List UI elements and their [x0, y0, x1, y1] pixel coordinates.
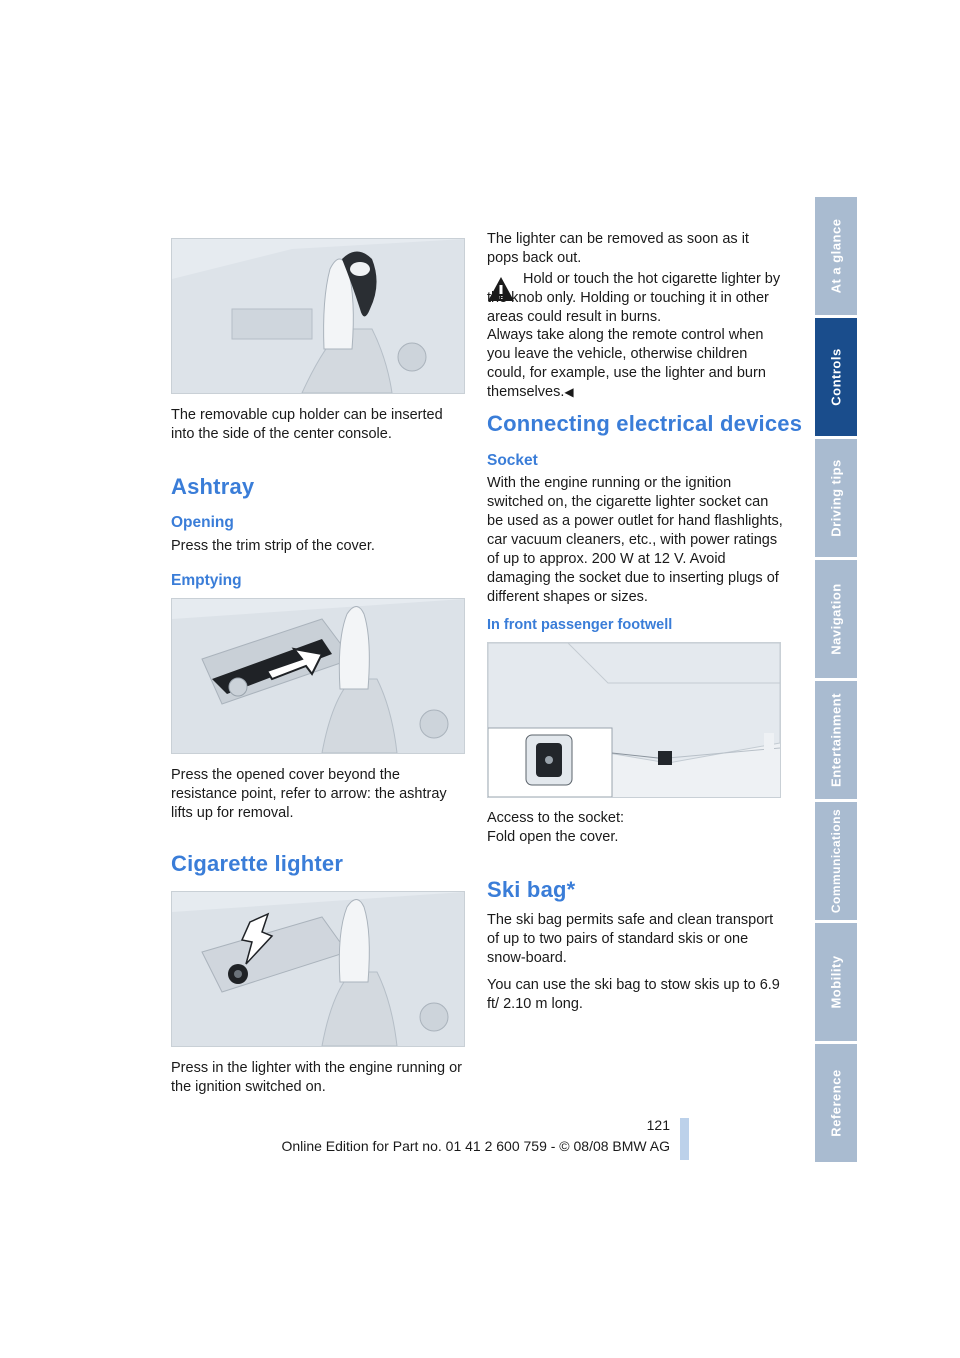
footwell-heading: In front passenger footwell [487, 617, 673, 633]
tab-label: Controls [828, 348, 844, 406]
tab-label: Driving tips [828, 459, 844, 537]
tab-label: Entertainment [828, 693, 844, 787]
tab-label: At a glance [828, 218, 844, 294]
skibag-text-1: The ski bag permits safe and clean transport of up to two pairs of standard skis or one snow-board. [487, 912, 774, 966]
tab-communications[interactable] [815, 802, 857, 920]
tab-label: Communications [829, 808, 843, 914]
ashtray-image [171, 598, 465, 754]
tab-mobility[interactable] [815, 923, 857, 1041]
end-mark-icon: ◀ [564, 385, 574, 399]
opening-text: Press the trim strip of the cover. [171, 538, 375, 554]
tab-entertainment[interactable] [815, 681, 857, 799]
page-number: 121 [646, 1117, 670, 1133]
emptying-text: Press the opened cover beyond the resistance point, refer to arrow: the ashtray lifts up for removal. [171, 767, 447, 821]
warning-text-2: Always take along the remote control when you leave the vehicle, otherwise children could, for example, use the lighter and burn themselves. [487, 327, 766, 400]
lighter-image [171, 891, 465, 1047]
tab-label: Reference [828, 1069, 844, 1137]
emptying-heading: Emptying [171, 572, 242, 589]
lighter-heading: Cigarette lighter [171, 851, 344, 876]
socket-heading: Socket [487, 452, 538, 469]
edition-line: Online Edition for Part no. 01 41 2 600 759 - © 08/08 BMW AG [281, 1138, 670, 1154]
access-text-2: Fold open the cover. [487, 829, 619, 845]
chapter-tabs [815, 197, 857, 1165]
lighter-removed-text: The lighter can be removed as soon as it pops back out. [487, 231, 749, 266]
lighter-text: Press in the lighter with the engine running or the ignition switched on. [171, 1060, 462, 1095]
tab-controls[interactable] [815, 318, 857, 436]
access-text-1: Access to the socket: [487, 810, 625, 826]
connecting-heading: Connecting electrical devices [487, 411, 803, 436]
cup-holder-image [171, 238, 465, 394]
footer-marker [680, 1118, 689, 1160]
tab-reference[interactable] [815, 1044, 857, 1162]
tab-driving-tips[interactable] [815, 439, 857, 557]
tab-at-a-glance[interactable] [815, 197, 857, 315]
remote-control-text [487, 326, 783, 402]
tab-navigation[interactable] [815, 560, 857, 678]
warning-text [487, 270, 783, 327]
opening-heading: Opening [171, 514, 234, 531]
cup-holder-text: The removable cup holder can be inserted into the side of the center console. [171, 407, 443, 442]
socket-text: With the engine running or the ignition switched on, the cigarette lighter socket can be used as a power outlet for hand flashlights, car vacuum cleaners, etc., with power ratings of up to approx. 200 W at 12 V. Avoid damaging the socket due to inserting plugs of different shapes or sizes. [487, 475, 783, 605]
warning-text-1: Hold or touch the hot cigarette lighter by the knob only. Holding or touching it in other areas could result in burns. [487, 271, 781, 325]
footwell-socket-image [487, 642, 781, 798]
skibag-text-2: You can use the ski bag to stow skis up to 6.9 ft/ 2.10 m long. [487, 977, 780, 1012]
tab-label: Mobility [828, 955, 844, 1009]
tab-label: Navigation [828, 583, 844, 655]
skibag-heading: Ski bag* [487, 877, 576, 902]
ashtray-heading: Ashtray [171, 474, 255, 499]
